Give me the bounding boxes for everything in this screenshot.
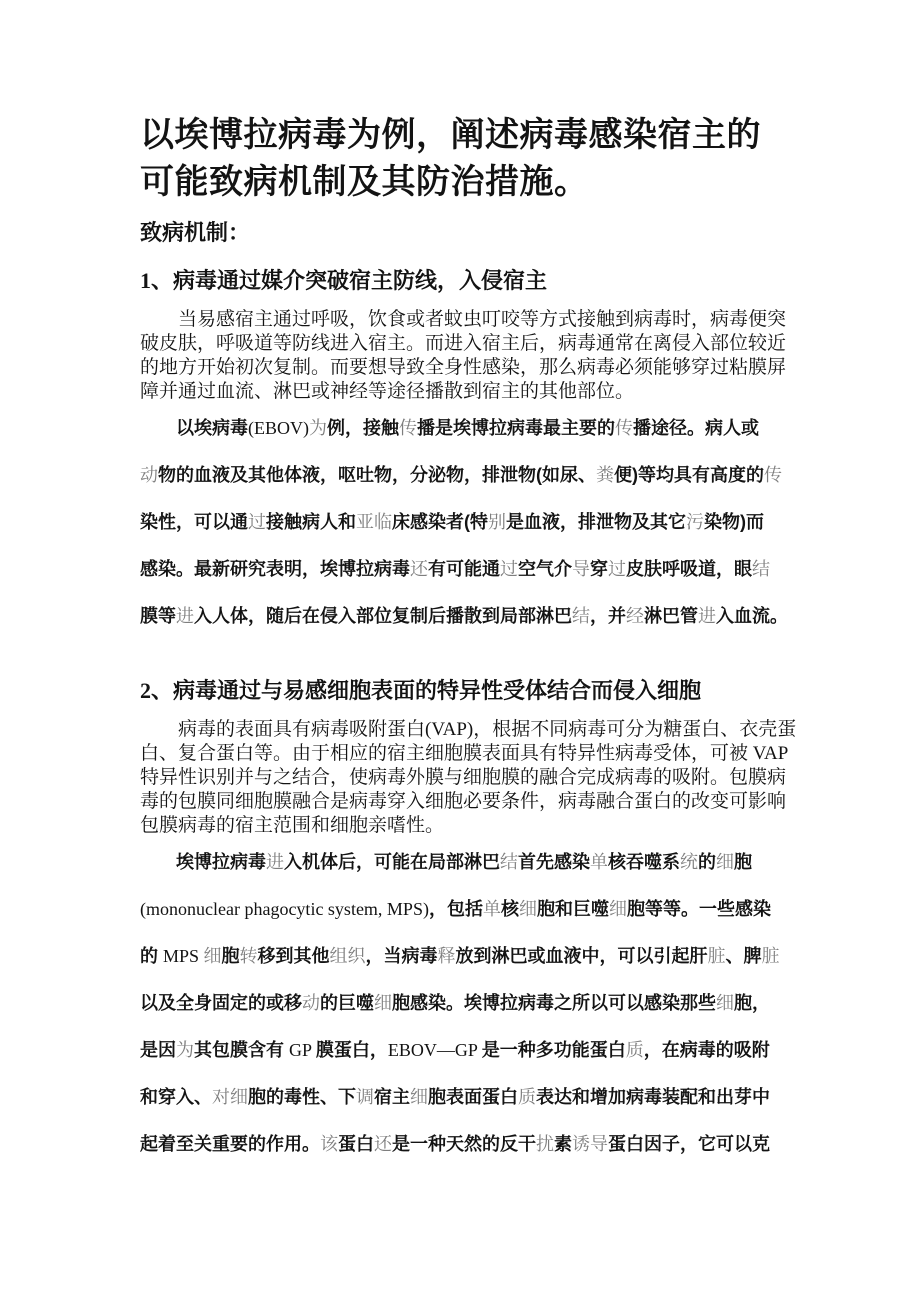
text-run: 素 [554, 1134, 572, 1154]
text-run: 胞 [734, 852, 752, 872]
light-glyph-run: 单 [482, 899, 501, 919]
text-run: 首先感染 [518, 852, 590, 872]
light-glyph-run: 细 [410, 1087, 428, 1107]
text-line [140, 886, 780, 933]
light-glyph-run: 还 [410, 559, 428, 579]
text-run: ，包括 [428, 899, 483, 919]
text-run: 胞， [734, 993, 770, 1013]
text-line: 白、复合蛋白等。由于相应的宿主细胞膜表面具有特异性病毒受体，可被 VAP [140, 743, 789, 764]
light-glyph-run: 进 [176, 606, 194, 626]
text-run: 例，接触 [327, 418, 399, 438]
light-glyph-run: 单 [590, 852, 608, 872]
text-run: 、脾 [725, 946, 762, 966]
text-run: 染性，可以通 [140, 512, 248, 532]
text-run: 空气介 [518, 559, 572, 579]
light-glyph-run: 该 [320, 1134, 338, 1154]
light-glyph-run: 过 [248, 512, 266, 532]
light-glyph-run: 动 [302, 993, 320, 1013]
text-run: 核 [500, 899, 519, 919]
text-run: 胞 [221, 946, 240, 966]
text-run: 核吞噬系 [608, 852, 680, 872]
text-run: 接触病人和 [266, 512, 356, 532]
text-run: 埃博拉病毒 [176, 852, 266, 872]
text-line: 当易感宿主通过呼吸，饮食或者蚊虫叮咬等方式接触到病毒时，病毒便突 [178, 309, 787, 330]
text-run: 胞等等。一些感染 [626, 899, 771, 919]
subtitle-pathogenic-mechanism: 致病机制： [140, 220, 251, 245]
light-glyph-run: 粪 [596, 465, 614, 485]
light-glyph-run: 细 [716, 852, 734, 872]
light-glyph-run: 统 [680, 852, 698, 872]
light-glyph-run: 污 [686, 512, 704, 532]
light-glyph-run: 脏 [761, 946, 780, 966]
section-2-paragraph-1 [140, 718, 797, 838]
light-glyph-run: 调 [356, 1087, 374, 1107]
latin-text-run: EBOV—GP [387, 1040, 482, 1060]
text-line [140, 1074, 780, 1121]
light-glyph-run: 扰 [536, 1134, 554, 1154]
text-run: 有可能通 [428, 559, 500, 579]
text-run: 其包膜含有 [194, 1040, 290, 1060]
light-glyph-run: 进 [266, 852, 284, 872]
document-title [140, 112, 780, 206]
light-glyph-run: 细 [716, 993, 734, 1013]
light-glyph-run: 传 [764, 465, 782, 485]
light-glyph-run: 脏 [707, 946, 726, 966]
text-run: 入血流。 [716, 606, 788, 626]
text-run: 的巨噬 [320, 993, 374, 1013]
light-glyph-run: 还 [374, 1134, 392, 1154]
text-run: 染物)而 [704, 512, 764, 532]
text-line [140, 980, 780, 1027]
latin-text-run: GP [289, 1040, 316, 1060]
section-1-paragraph-1 [140, 308, 787, 404]
section-1-paragraph-2 [140, 405, 788, 640]
text-run: 移到其他 [257, 946, 330, 966]
text-line [140, 1027, 780, 1074]
text-run: 膜蛋白， [315, 1040, 388, 1060]
text-run: 胞感染。埃博拉病毒之所以可以感染那些 [392, 993, 716, 1013]
text-run: 是因 [140, 1040, 176, 1060]
light-glyph-run: 过 [500, 559, 518, 579]
text-run: 入人体，随后在侵入部位复制后播散到局部淋巴 [194, 606, 572, 626]
text-line [140, 452, 780, 499]
text-run: 播途径。病人或 [633, 418, 759, 438]
text-run: 感染。最新研究表明，埃博拉病毒 [140, 559, 410, 579]
light-glyph-run: 诱导 [572, 1134, 608, 1154]
text-run: 以埃病毒 [176, 418, 248, 438]
text-run: 胞表面蛋白 [428, 1087, 518, 1107]
text-run: 膜等 [140, 606, 176, 626]
light-glyph-run: 细 [374, 993, 392, 1013]
text-line: 包膜病毒的宿主范围和细胞亲嗜性。 [140, 815, 445, 836]
text-line: 毒的包膜同细胞膜融合是病毒穿入细胞必要条件，病毒融合蛋白的改变可影响 [140, 791, 787, 812]
light-glyph-run: 为 [309, 418, 327, 438]
section-1-heading: 1、病毒通过媒介突破宿主防线，入侵宿主 [140, 268, 548, 293]
text-run: 宿主 [374, 1087, 410, 1107]
light-glyph-run: 传 [399, 418, 417, 438]
text-run: ，在病毒的吸附 [643, 1040, 770, 1060]
text-run: 的 [698, 852, 716, 872]
text-run: 物的血液及其他体液，呕吐物，分泌物，排泄物(如尿、 [158, 465, 596, 485]
text-run: 放到淋巴或血液中，可以引起肝 [455, 946, 708, 966]
text-line [140, 499, 780, 546]
text-run: 床感染者(特 [392, 512, 488, 532]
title-line-2: 可能致病机制及其防治措施。 [140, 164, 589, 201]
light-glyph-run: 组织 [329, 946, 366, 966]
text-run: 胞和巨噬 [536, 899, 609, 919]
text-line: 特异性识别并与之结合，使病毒外膜与细胞膜的融合完成病毒的吸附。包膜病 [140, 767, 787, 788]
section-2-heading: 2、病毒通过与易感细胞表面的特异性受体结合而侵入细胞 [140, 678, 702, 703]
light-glyph-run: 动 [140, 465, 158, 485]
light-glyph-run: 传 [615, 418, 633, 438]
latin-text-run: MPS [163, 946, 204, 966]
text-line: 障并通过血流、淋巴或神经等途径播散到宿主的其他部位。 [140, 381, 635, 402]
text-run: 入机体后，可能在局部淋巴 [284, 852, 500, 872]
light-glyph-run: 经 [626, 606, 644, 626]
text-run: 蛋白因子，它可以克 [608, 1134, 770, 1154]
text-run: 是一种多功能蛋白 [481, 1040, 626, 1060]
text-line: 病毒的表面具有病毒吸附蛋白(VAP)，根据不同病毒可分为糖蛋白、衣壳蛋 [178, 719, 797, 740]
light-glyph-run: 别 [488, 512, 506, 532]
title-line-1: 以埃博拉病毒为例，阐述病毒感染宿主的 [140, 117, 761, 154]
latin-text-run: (EBOV) [248, 418, 309, 438]
light-glyph-run: 为 [176, 1040, 194, 1060]
text-run: 播是埃博拉病毒最主要的 [417, 418, 615, 438]
light-glyph-run: 进 [698, 606, 716, 626]
text-run: ，并 [590, 606, 626, 626]
light-glyph-run: 结 [500, 852, 518, 872]
section-2-paragraph-2 [140, 839, 780, 1168]
text-run: 是血液，排泄物及其它 [506, 512, 686, 532]
light-glyph-run: 结 [752, 559, 770, 579]
text-run: 皮肤呼吸道，眼 [626, 559, 752, 579]
text-line [140, 933, 780, 980]
light-glyph-run: 结 [572, 606, 590, 626]
text-run: 蛋白 [338, 1134, 374, 1154]
light-glyph-run: 质 [518, 1087, 536, 1107]
text-line: 的地方开始初次复制。而要想导致全身性感染，那么病毒必须能够穿过粘膜屏 [140, 357, 787, 378]
light-glyph-run: 细 [518, 899, 537, 919]
text-line [140, 593, 788, 640]
text-line [140, 839, 780, 886]
light-glyph-run: 亚临 [356, 512, 392, 532]
light-glyph-run: 释 [437, 946, 456, 966]
light-glyph-run: 细 [203, 946, 222, 966]
text-run: 穿 [590, 559, 608, 579]
text-run: 便)等均具有高度的 [614, 465, 764, 485]
latin-text-run: (mononuclear phagocytic system, MPS) [140, 899, 429, 919]
text-run: 是一种天然的反干 [392, 1134, 536, 1154]
text-line [140, 405, 780, 452]
light-glyph-run: 对细 [212, 1087, 248, 1107]
text-run: 表达和增加病毒装配和出芽中 [536, 1087, 770, 1107]
text-run: 的 [140, 946, 164, 966]
light-glyph-run: 过 [608, 559, 626, 579]
text-run: 以及全身固定的或移 [140, 993, 302, 1013]
light-glyph-run: 导 [572, 559, 590, 579]
light-glyph-run: 细 [608, 899, 627, 919]
text-run: 淋巴管 [644, 606, 698, 626]
text-run: 胞的毒性、下 [248, 1087, 356, 1107]
light-glyph-run: 转 [239, 946, 258, 966]
light-glyph-run: 质 [625, 1040, 644, 1060]
text-line [140, 1121, 780, 1168]
text-line: 破皮肤，呼吸道等防线进入宿主。而进入宿主后，病毒通常在离侵入部位较近 [140, 333, 787, 354]
text-line [140, 546, 780, 593]
text-run: 起着至关重要的作用。 [140, 1134, 320, 1154]
text-run: 和穿入、 [140, 1087, 212, 1107]
text-run: ，当病毒 [365, 946, 438, 966]
